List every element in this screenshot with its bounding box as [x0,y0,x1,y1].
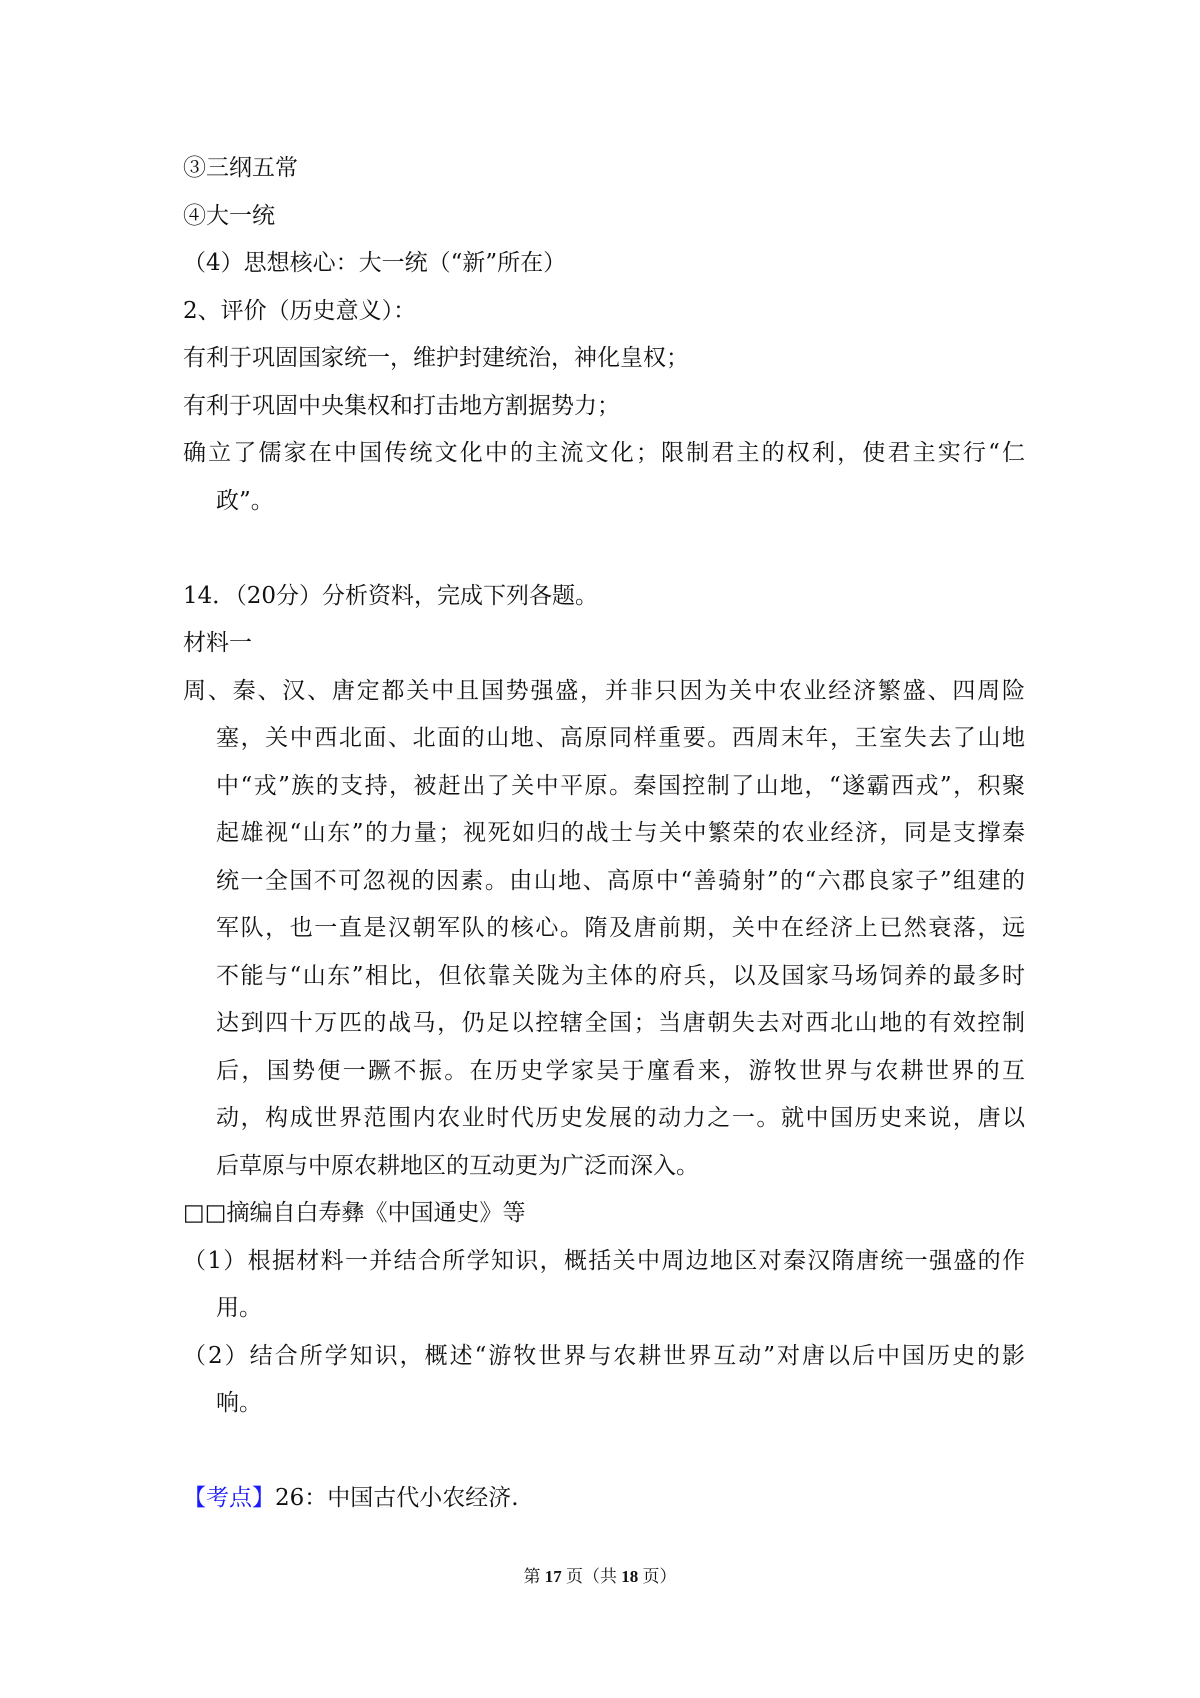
sub-question-1: （1）根据材料一并结合所学知识，概括关中周边地区对秦汉隋唐统一强盛的作 [183,1247,1025,1274]
kaodian-label: 【考点】 [183,1485,275,1511]
section-heading: （4）思想核心：大一统（“新”所在） [183,250,567,276]
material-line: 后草原与中原农耕地区的互动更为广泛而深入。 [216,1152,699,1179]
material-line: 统一全国不可忽视的因素。由山地、高原中“善骑射”的“六郡良家子”组建的 [216,867,1025,894]
material-line: 动，构成世界范围内农业时代历史发展的动力之一。就中国历史来说，唐以 [216,1105,1025,1131]
sub-question-2: （2）结合所学知识，概述“游牧世界与农耕世界互动”对唐以后中国历史的影 [183,1342,1025,1369]
sub-question-1-cont: 用。 [216,1295,262,1321]
material-line: 起雄视“山东”的力量；视死如归的战士与关中繁荣的农业经济，同是支撑秦 [216,820,1025,846]
section-heading: 2、评价（历史意义）： [183,297,417,324]
page-number: 17 [544,1567,562,1586]
footer-text: 页（共 [566,1567,617,1586]
material-line: 周、秦、汉、唐定都关中且国势强盛，并非只因为关中农业经济繁盛、四周险 [183,677,1025,704]
kaodian-line [183,1475,1025,1523]
paragraph-line: 确立了儒家在中国传统文化中的主流文化；限制君主的权利，使君主实行“仁 [183,440,1025,466]
material-line: 中“戎”族的支持，被赶出了关中平原。秦国控制了山地，“遂霸西戎”，积聚 [216,772,1025,799]
paragraph-line: 政”。 [216,487,274,514]
material-line: 达到四十万匹的战马，仍足以控辖全国；当唐朝失去对西北山地的有效控制 [216,1010,1025,1036]
question-title: 14．（20分）分析资料，完成下列各题。 [183,582,599,609]
page-footer [0,1562,1200,1587]
document-body [183,145,1025,1523]
material-line: 军队，也一直是汉朝军队的核心。隋及唐前期，关中在经济上已然衰落，远 [216,915,1025,941]
total-pages: 18 [621,1567,639,1586]
paragraph: 有利于巩固国家统一，维护封建统治，神化皇权； [183,345,689,371]
sub-question-2-cont: 响。 [216,1390,262,1416]
paragraph: 有利于巩固中央集权和打击地方割据势力； [183,392,620,419]
footer-text: 第 [523,1567,541,1586]
material-line: 塞，关中西北面、北面的山地、高原同样重要。西周末年，王室失去了山地 [216,725,1025,751]
material-line: 不能与“山东”相比，但依靠关陇为主体的府兵，以及国家马场饲养的最多时 [216,962,1025,989]
material-line: 后，国势便一蹶不振。在历史学家吴于廑看来，游牧世界与农耕世界的互 [216,1057,1025,1084]
list-item: ④大一统 [183,202,275,229]
footer-text: 页） [642,1567,677,1586]
material-source: □□摘编自白寿彝《中国通史》等 [183,1200,526,1226]
list-item: ③三纲五常 [183,155,298,181]
material-title: 材料一 [183,630,252,656]
kaodian-text: 26：中国古代小农经济. [275,1485,519,1511]
